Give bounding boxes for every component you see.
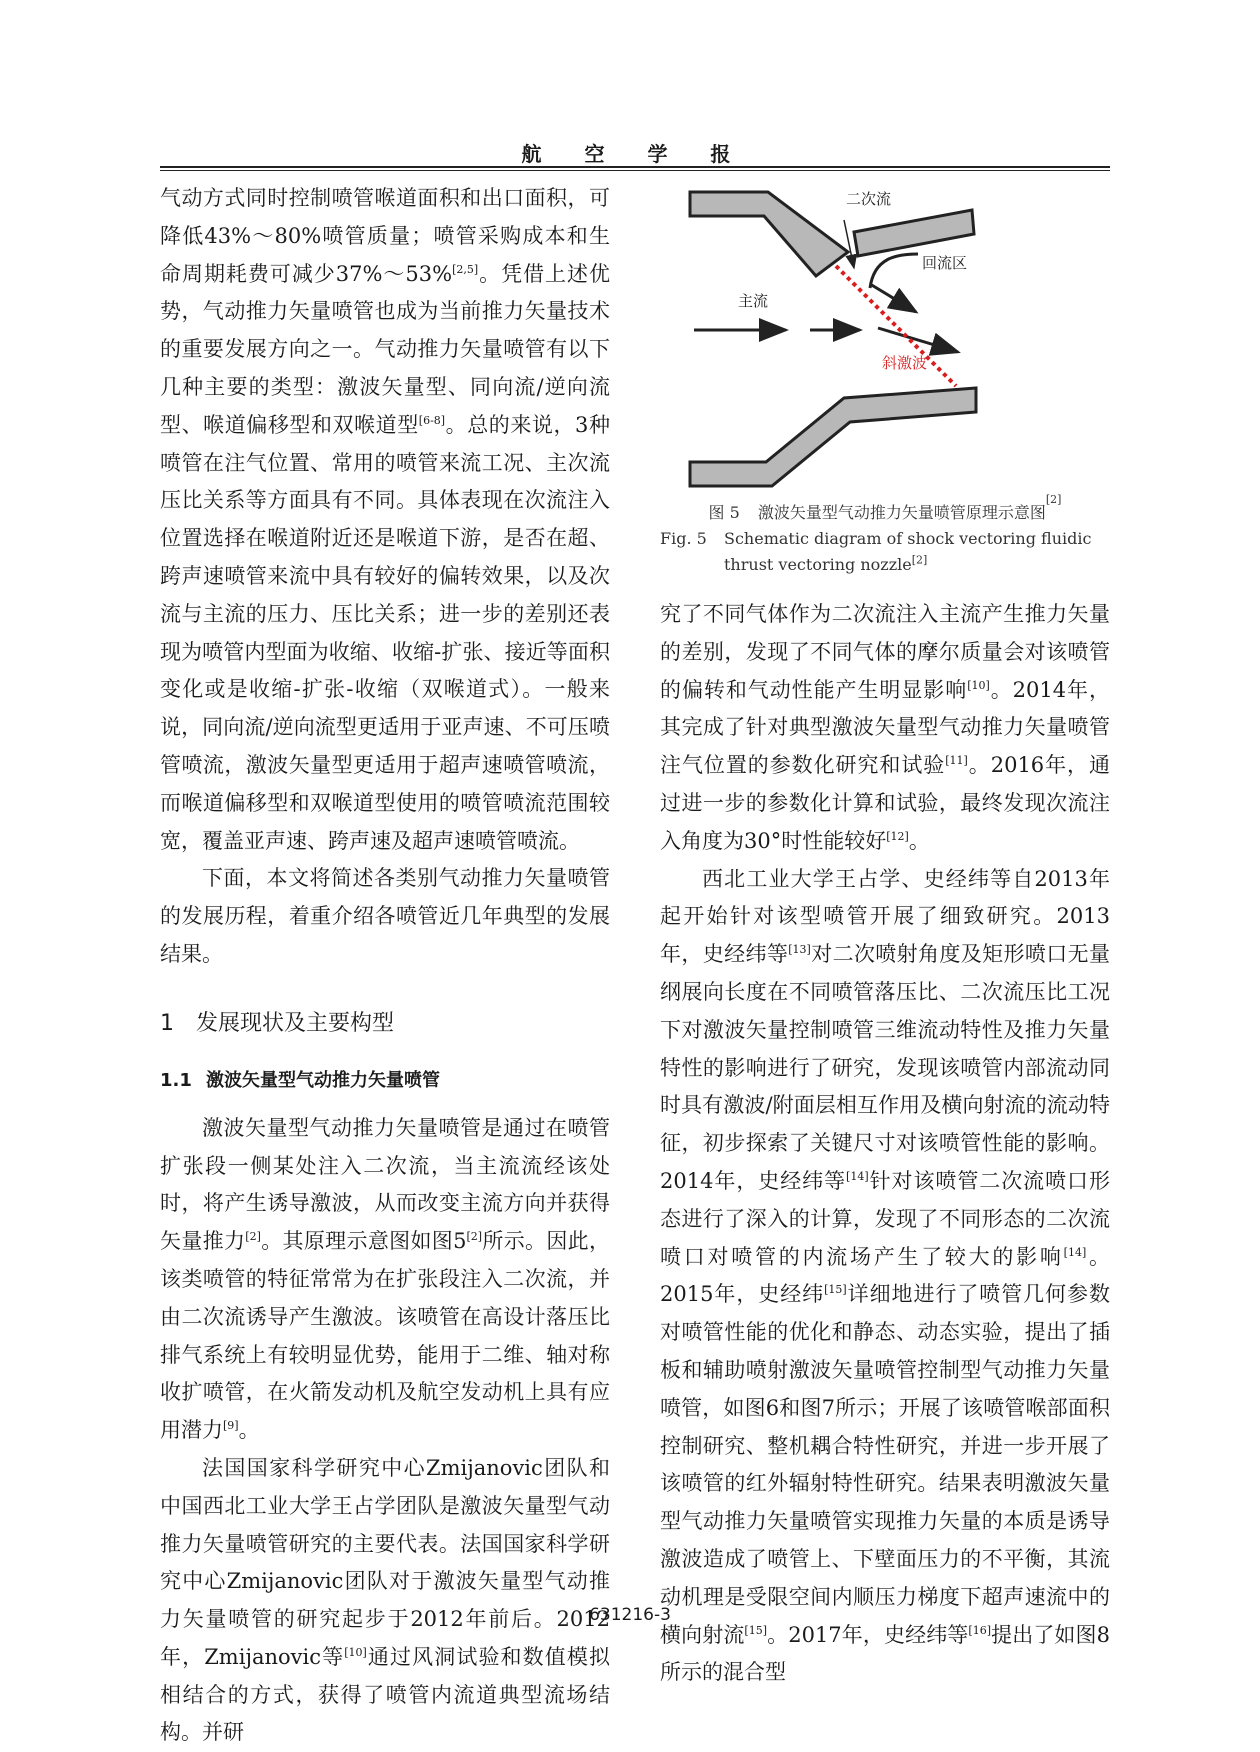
caption-zh-text: 激波矢量型气动推力矢量喷管原理示意图 xyxy=(757,503,1046,522)
text: 。总的来说，3种喷管在注气位置、常用的喷管来流工况、主次流压比关系等方面具有不同。具体表现在次流注入位置选择在喉道附近还是喉道下游，是否在超、跨声速喷管来流中具有较好的偏转效果，以及次流与主流的压力、压比关系；进一步的差别还表现为喷管内型面为收缩、收缩-扩张、接近等面积变化或是收缩-扩张-收缩（双喉道式）。一般来说，同向流/逆向流型更适用于亚声速、不可压喷管喷流，激波矢量型更适用于超声速喷管喷流，而喉道偏移型和双喉道型使用的喷管喷流范围较宽，覆盖亚声速、跨声速及超声速喷管喷流。 xyxy=(160,412,610,853)
citation: [6-8] xyxy=(418,413,446,427)
text: 下面，本文将简述各类别气动推力矢量喷管的发展历程，着重介绍各喷管近几年典型的发展结果。 xyxy=(160,866,610,966)
subsection-title: 激波矢量型气动推力矢量喷管 xyxy=(206,1069,440,1091)
text: 法国国家科学研究中心Zmijanovic团队和中国西北工业大学王占学团队是激波矢量型气动推力矢量喷管研究的主要代表。法国国家科学研究中心Zmijanovic团队对于激波矢量型气动推力矢量喷管的研究起步于2012年前后。2012年，Zmijanovic等 xyxy=(160,1455,610,1669)
citation: [2,5] xyxy=(452,262,479,276)
text: 通过风洞试验和数值模拟相结合的方式，获得了喷管内流道典型流场结构。并研 xyxy=(160,1644,610,1745)
journal-title: 航 空 学 报 xyxy=(521,142,749,166)
right-column xyxy=(660,180,1110,1692)
text: 究了不同气体作为二次流注入主流产生推力矢量的差别，发现了不同气体的摩尔质量会对该喷管的偏转和气动性能产生明显影响 xyxy=(660,602,1110,702)
text: 。2015年，史经纬 xyxy=(660,1244,1111,1307)
citation: [2] xyxy=(1045,493,1062,506)
paragraph xyxy=(660,596,1110,861)
text: 。 xyxy=(908,828,930,853)
caption-en-text: Schematic diagram of shock vectoring fluidic thrust vectoring nozzle xyxy=(724,529,1092,574)
upper-wall-right xyxy=(854,210,974,256)
text: 激波矢量型气动推力矢量喷管是通过在喷管扩张段一侧某处注入二次流，当主流流经该处时，将产生诱导激波，从而改变主流方向并获得矢量推力 xyxy=(160,1115,610,1254)
text: 详细地进行了喷管几何参数对喷管性能的优化和静态、动态实验，提出了插板和辅助喷射激波矢量喷管控制型气动推力矢量喷管，如图6和图7所示；开展了该喷管喉部面积控制研究、整机耦合特性研究，并进一步开展了该喷管的红外辐射特性研究。结果表明激波矢量型气动推力矢量喷管实现推力矢量的本质是诱导激波造成了喷管上、下壁面压力的不平衡，其流动机理是受限空间内顺压力梯度下超声速流中的横向射流 xyxy=(660,1282,1111,1647)
caption-en xyxy=(660,526,1110,578)
label-oblique-shock: 斜激波 xyxy=(882,354,928,372)
text: 针对该喷管二次流喷口形态进行了深入的计算，发现了不同形态的二次流喷口对喷管的内流场产生了较大的影响 xyxy=(660,1168,1110,1269)
text: 西北工业大学王占学、史经纬等自2013年起开始针对该型喷管开展了细致研究。2013年，史经纬等 xyxy=(660,866,1110,967)
header-rule-thin xyxy=(160,170,1110,171)
section-title: 发展现状及主要构型 xyxy=(196,1010,395,1036)
left-column xyxy=(160,180,610,1752)
text: 对二次喷射角度及矩形喷口无量纲展向长度在不同喷管落压比、二次流压比工况下对激波矢量控制喷管三维流动特性及推力矢量特性的影响进行了研究，发现该喷管内部流动同时具有激波/附面层相互作用及横向射流的流动特征，初步探索了关键尺寸对该喷管性能的影响。2014年，史经纬等 xyxy=(660,942,1111,1193)
citation: [12] xyxy=(886,829,909,843)
citation: [2] xyxy=(911,553,928,567)
subsection-heading xyxy=(160,1066,610,1096)
figure-5 xyxy=(660,180,1110,494)
text: 。其原理示意图如图5 xyxy=(260,1229,467,1254)
citation: [2] xyxy=(245,1230,261,1244)
upper-wall-left xyxy=(690,192,848,276)
citation: [13] xyxy=(788,943,811,957)
label-main-flow: 主流 xyxy=(738,292,769,310)
caption-zh-tag: 图 5 xyxy=(708,503,740,522)
text: 。 xyxy=(238,1418,260,1443)
subsection-number: 1.1 xyxy=(160,1069,192,1091)
text: 。2014年，其完成了针对典型激波矢量型气动推力矢量喷管注气位置的参数化研究和试验 xyxy=(660,677,1110,778)
caption-en-body xyxy=(724,526,1110,578)
citation: [2] xyxy=(466,1230,483,1244)
citation: [11] xyxy=(945,754,968,768)
citation: [15] xyxy=(824,1283,847,1297)
text: 提出了如图8所示的混合型 xyxy=(660,1622,1110,1685)
paragraph xyxy=(160,1450,610,1752)
header-rule xyxy=(160,166,1110,168)
citation: [14] xyxy=(1063,1245,1087,1259)
citation: [14] xyxy=(846,1169,869,1183)
citation: [10] xyxy=(344,1645,367,1659)
caption-zh xyxy=(660,493,1110,526)
text: 所示。因此，该类喷管的特征常常为在扩张段注入二次流，并由二次流诱导产生激波。该喷管在高设计落压比排气系统上有较明显优势，能用于二维、轴对称收扩喷管，在火箭发动机及航空发动机上具有应用潜力 xyxy=(160,1229,611,1443)
text: 气动方式同时控制喷管喉道面积和出口面积，可降低43%～80%喷管质量；喷管采购成本和生命周期耗费可减少37%～53% xyxy=(160,186,610,286)
label-secondary-flow: 二次流 xyxy=(846,190,892,208)
citation: [15] xyxy=(744,1623,768,1637)
paragraph xyxy=(160,1110,610,1450)
paragraph xyxy=(160,180,610,860)
citation: [9] xyxy=(223,1419,239,1433)
text: 。2017年，史经纬等 xyxy=(767,1622,969,1647)
citation: [16] xyxy=(968,1623,991,1637)
lower-wall xyxy=(690,388,976,486)
label-recirculation: 回流区 xyxy=(922,254,968,272)
text: 。2016年，通过进一步的参数化计算和试验，最终发现次流注入角度为30°时性能较好 xyxy=(660,753,1110,853)
paragraph xyxy=(160,860,610,973)
nozzle-diagram xyxy=(660,180,1110,494)
section-number: 1 xyxy=(160,1010,174,1036)
citation: [10] xyxy=(967,678,990,692)
page-number: 631216-3 xyxy=(589,1605,671,1625)
figure-caption xyxy=(660,493,1110,578)
paragraph xyxy=(660,861,1110,1693)
text: 。凭借上述优势，气动推力矢量喷管也成为当前推力矢量技术的重要发展方向之一。气动推力矢量喷管有以下几种主要的类型：激波矢量型、同向流/逆向流型、喉道偏移型和双喉道型 xyxy=(160,261,610,437)
section-heading xyxy=(160,1008,610,1040)
caption-en-tag: Fig. 5 xyxy=(660,529,707,548)
